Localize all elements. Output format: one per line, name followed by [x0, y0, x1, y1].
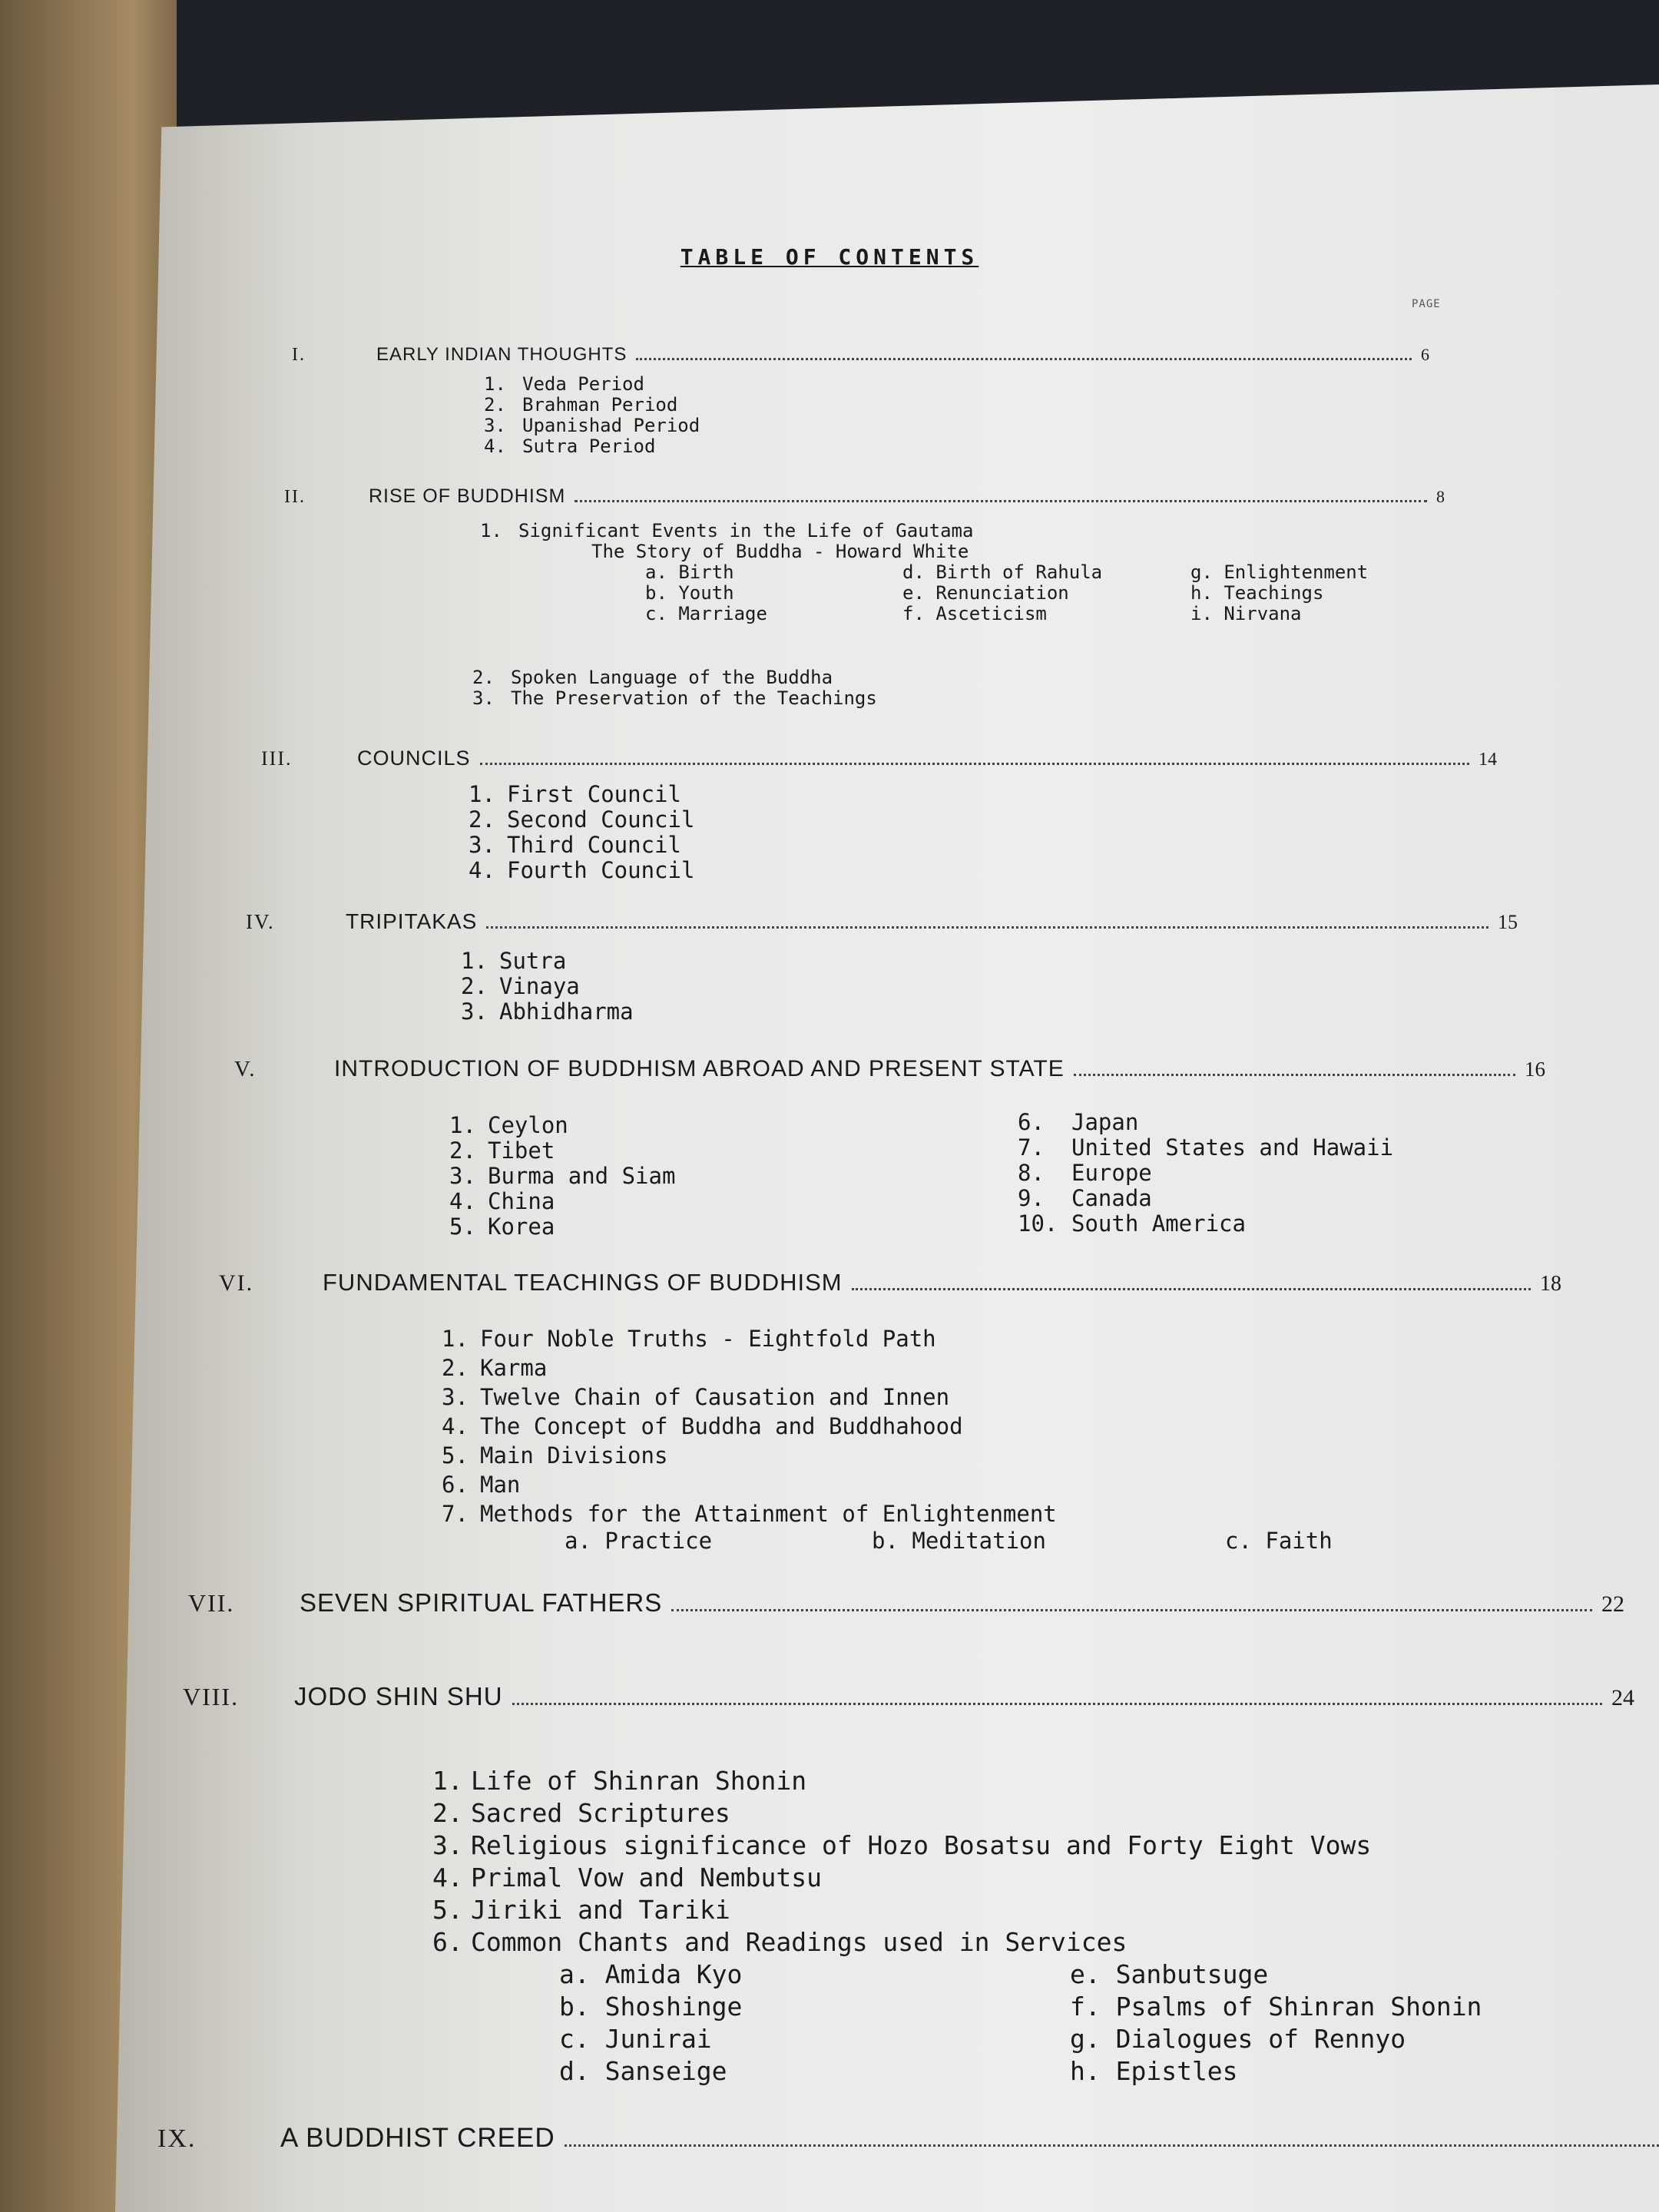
list-item: 2. Karma — [442, 1355, 548, 1381]
list-item: 3. Burma and Siam — [449, 1163, 676, 1189]
list-item: 4. Fourth Council — [469, 857, 695, 883]
section-items — [469, 782, 1509, 883]
list-item: c. Junirai — [559, 2024, 712, 2054]
list-item: 1. First Council — [469, 781, 681, 807]
section-page-number: 8 — [1436, 487, 1445, 506]
section-items — [461, 949, 1528, 1025]
section-numeral: V. — [234, 1057, 257, 1081]
section-items — [484, 374, 1452, 457]
page-column-label: PAGE — [1412, 298, 1441, 310]
section-page-number: 18 — [1540, 1272, 1561, 1296]
section-title: SEVEN SPIRITUAL FATHERS — [300, 1588, 663, 1617]
list-item: b. Meditation — [872, 1528, 1046, 1554]
dot-leader — [575, 500, 1427, 502]
list-item: i. Nirvana — [1190, 603, 1302, 624]
list-item: 2. Brahman Period — [484, 394, 678, 416]
list-item: 9. Canada — [1018, 1185, 1152, 1211]
list-item: 2. Spoken Language of the Buddha — [472, 667, 833, 688]
dot-leader — [671, 1609, 1592, 1611]
page-title: TABLE OF CONTENTS — [680, 244, 979, 270]
section-page-number: 6 — [1421, 345, 1429, 364]
section-title: TRIPITAKAS — [346, 909, 478, 933]
list-item: d. Birth of Rahula — [902, 561, 1103, 583]
list-item: c. Faith — [1225, 1528, 1333, 1554]
toc-section-8 — [183, 1682, 1642, 2088]
list-item: 6. Common Chants and Readings used in Services — [432, 1927, 1128, 1957]
section-numeral: IX. — [157, 2124, 197, 2153]
list-item: 4. China — [449, 1188, 555, 1214]
section-page-number: 16 — [1525, 1058, 1545, 1081]
story-items — [645, 562, 1467, 624]
story-title: The Story of Buddha - Howard White — [591, 541, 969, 562]
section-numeral: I. — [292, 345, 306, 365]
toc-section-2 — [284, 485, 1467, 709]
list-item: 4. The Concept of Buddha and Buddhahood — [442, 1413, 963, 1439]
section-title: COUNCILS — [357, 747, 471, 770]
toc-section-7 — [188, 1588, 1632, 1618]
section-title: FUNDAMENTAL TEACHINGS OF BUDDHISM — [323, 1269, 843, 1296]
list-item: 5. Jiriki and Tariki — [432, 1895, 730, 1925]
section-title: INTRODUCTION OF BUDDHISM ABROAD AND PRESENT STATE — [334, 1056, 1065, 1081]
section-title: RISE OF BUDDHISM — [369, 485, 566, 507]
section-numeral: VII. — [188, 1589, 235, 1617]
list-item: 6. Japan — [1018, 1109, 1139, 1135]
list-item: 4. Sutra Period — [484, 435, 656, 457]
list-item: 5. Main Divisions — [442, 1442, 668, 1469]
list-item: 2. Sacred Scriptures — [432, 1798, 730, 1828]
section-title: A BUDDHIST CREED — [280, 2123, 555, 2153]
toc-section-5 — [234, 1056, 1555, 1240]
section-items — [432, 1765, 1642, 1959]
section-page-number: 14 — [1479, 750, 1497, 770]
list-item: 3. The Preservation of the Teachings — [472, 687, 877, 709]
list-item: d. Sanseige — [559, 2056, 727, 2086]
list-item: a. Practice — [565, 1528, 713, 1554]
dot-leader — [636, 358, 1412, 360]
section-items-right — [1018, 1110, 1393, 1240]
list-item: g. Enlightenment — [1190, 561, 1369, 583]
list-item: 7. Methods for the Attainment of Enlightenment — [442, 1501, 1057, 1527]
list-item: f. Psalms of Shinran Shonin — [1070, 1992, 1482, 2022]
list-item: e. Sanbutsuge — [1070, 1959, 1269, 1989]
section-title: JODO SHIN SHU — [294, 1682, 503, 1710]
toc-section-1 — [292, 344, 1452, 457]
dot-leader — [565, 2144, 1659, 2147]
section-items-left — [449, 1113, 1018, 1240]
section-title: EARLY INDIAN THOUGHTS — [376, 344, 628, 365]
dot-leader — [486, 926, 1488, 929]
section-page-number: 22 — [1601, 1591, 1624, 1617]
list-item: 3. Religious significance of Hozo Bosatsu and Forty Eight Vows — [432, 1830, 1372, 1860]
list-item: 5. Korea — [449, 1214, 555, 1240]
list-item: 1. Veda Period — [484, 373, 644, 395]
list-item: 3. Abhidharma — [461, 998, 634, 1025]
list-item: 1. Significant Events in the Life of Gautama — [480, 520, 974, 541]
list-item: g. Dialogues of Rennyo — [1070, 2024, 1406, 2054]
section-page-number: 24 — [1611, 1685, 1634, 1710]
section-items — [442, 1324, 1571, 1528]
list-item: 10. South America — [1018, 1210, 1246, 1237]
list-item: 3. Third Council — [469, 832, 681, 858]
dot-leader — [480, 763, 1469, 765]
list-item: 1. Ceylon — [449, 1112, 568, 1138]
list-item: 2. Tibet — [449, 1137, 555, 1164]
list-item: 6. Man — [442, 1472, 521, 1498]
list-item: 1. Life of Shinran Shonin — [432, 1766, 807, 1796]
section-numeral: VIII. — [183, 1683, 240, 1710]
list-item: 1. Four Noble Truths - Eightfold Path — [442, 1326, 936, 1352]
section-numeral: II. — [284, 487, 306, 507]
list-item: 3. Twelve Chain of Causation and Innen — [442, 1384, 950, 1410]
list-item: h. Epistles — [1070, 2056, 1238, 2086]
dot-leader — [1074, 1074, 1515, 1076]
list-item: 8. Europe — [1018, 1160, 1152, 1186]
sub-items — [559, 1959, 1642, 2088]
list-item: f. Asceticism — [902, 603, 1047, 624]
toc-section-3 — [261, 747, 1509, 883]
list-item: 3. Upanishad Period — [484, 415, 700, 436]
dot-leader — [512, 1703, 1602, 1705]
dot-leader — [852, 1288, 1531, 1290]
section-numeral: III. — [261, 747, 293, 770]
list-item: 2. Vinaya — [461, 973, 580, 999]
section-items-after — [472, 667, 1467, 709]
list-item: 1. Sutra — [461, 948, 567, 974]
list-item: c. Marriage — [645, 603, 767, 624]
section-items — [480, 521, 1467, 541]
section-numeral: VI. — [219, 1270, 254, 1296]
list-item: 2. Second Council — [469, 806, 695, 833]
list-item: h. Teachings — [1190, 582, 1324, 604]
toc-section-9 — [157, 2123, 1659, 2154]
toc-section-6 — [219, 1269, 1571, 1554]
list-item: b. Shoshinge — [559, 1992, 743, 2022]
toc-section-4 — [246, 909, 1528, 1025]
list-item: 7. United States and Hawaii — [1018, 1134, 1394, 1161]
list-item: b. Youth — [645, 582, 734, 604]
section-page-number: 15 — [1498, 911, 1518, 933]
list-item: e. Renunciation — [902, 582, 1069, 604]
list-item: a. Amida Kyo — [559, 1959, 743, 1989]
list-item: 4. Primal Vow and Nembutsu — [432, 1863, 822, 1892]
sub-items — [565, 1528, 1571, 1554]
list-item: a. Birth — [645, 561, 734, 583]
section-numeral: IV. — [246, 910, 275, 933]
